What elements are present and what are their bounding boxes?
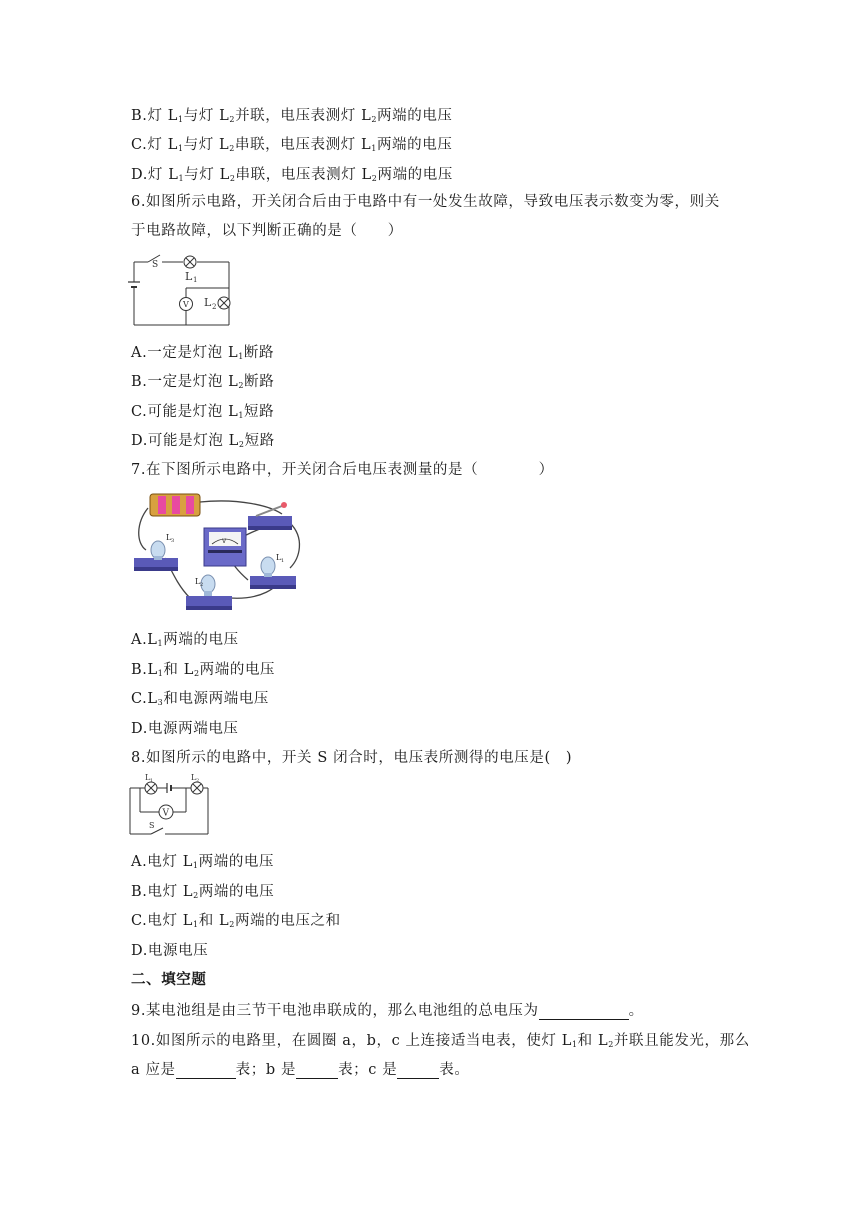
q10-stem-line2: a 应是 表；b 是 表；c 是 表。 xyxy=(131,1062,470,1078)
q8-option-a: A.电灯 $L_1$两端的电压 xyxy=(131,854,275,870)
q7-stem: 7.在下图所示电路中，开关闭合后电压表测量的是（ ） xyxy=(131,462,554,478)
q9-stem: 9.某电池组是由三节干电池串联成的，那么电池组的总电压为 。 xyxy=(131,1003,644,1019)
battery-icon xyxy=(150,494,200,516)
q7-circuit-photo-figure xyxy=(130,488,308,618)
q10-stem-line1: 10.如图所示的电路里，在圆圈 a，b，c 上连接适当电表，使灯 $L_1$和 $L_2$并联且能发光，那么 xyxy=(131,1033,750,1049)
label-s: S xyxy=(152,260,159,270)
voltmeter-icon xyxy=(204,528,246,566)
q10-blank-b[interactable] xyxy=(296,1062,338,1079)
label-l2-sub: 2 xyxy=(196,778,200,784)
q10-blank-a[interactable] xyxy=(176,1062,236,1079)
label-l2-sub: 2 xyxy=(212,303,217,311)
q10-blank-c[interactable] xyxy=(397,1062,439,1079)
label-l1: L xyxy=(185,270,193,283)
q5-option-b: B.灯 $L_1$与灯 $L_2$并联，电压表测灯 $L_2$两端的电压 xyxy=(131,108,453,124)
q9-answer-blank[interactable] xyxy=(539,1003,629,1020)
q6-option-c: C.可能是灯泡 $L_1$短路 xyxy=(131,404,275,420)
q8-option-c: C.电灯 $L_1$和 $L_2$两端的电压之和 xyxy=(131,913,341,929)
q8-option-d: D.电源电压 xyxy=(131,943,209,959)
q6-option-a: A.一定是灯泡 $L_1$断路 xyxy=(131,345,275,361)
meter-label-v: V xyxy=(222,538,227,545)
q6-circuit-figure xyxy=(126,252,241,327)
q6-stem: 6.如图所示电路，开关闭合后由于电路中有一处发生故障，导致电压表示数变为零，则关于电路故障，以下判断正确的是（ ） xyxy=(131,194,720,239)
q5-option-c: C.灯 $L_1$与灯 $L_2$串联，电压表测灯 $L_1$两端的电压 xyxy=(131,137,453,153)
label-v: V xyxy=(183,300,189,309)
section-heading-fill-in: 二、填空题 xyxy=(131,972,207,988)
label-l1: L xyxy=(276,553,282,562)
q8-option-b: B.电灯 $L_2$两端的电压 xyxy=(131,884,275,900)
label-s: S xyxy=(149,821,155,830)
q7-option-c: $C.L_3$和电源两端电压 xyxy=(131,691,270,707)
label-v: V xyxy=(162,808,169,819)
lamp-l2-icon xyxy=(186,575,232,610)
label-l1: L xyxy=(145,773,151,782)
lamp-l3-icon xyxy=(134,541,178,571)
label-l2: L xyxy=(191,773,197,782)
label-l1-sub: 1 xyxy=(193,276,198,284)
q7-option-d: D.电源两端电压 xyxy=(131,721,239,737)
voltmeter-icon xyxy=(159,805,173,819)
label-l3: L xyxy=(166,533,172,542)
label-l2: L xyxy=(204,296,212,309)
label-l2-sub: 2 xyxy=(200,582,204,588)
q5-option-d: D.灯 $L_1$与灯 $L_2$串联，电压表测灯 $L_2$两端的电压 xyxy=(131,167,453,183)
label-l1-sub: 1 xyxy=(281,558,285,564)
label-l3-sub: 3 xyxy=(171,538,175,544)
switch-icon xyxy=(248,502,292,530)
q7-option-b: $B.L_1$和 $L_2$两端的电压 xyxy=(131,662,276,678)
lamp-l1-icon xyxy=(184,256,196,268)
label-l1-sub: 1 xyxy=(150,778,154,784)
label-l2: L xyxy=(195,577,201,586)
q7-option-a: $A.L_1$两端的电压 xyxy=(131,632,239,648)
q6-option-b: B.一定是灯泡 $L_2$断路 xyxy=(131,374,275,390)
lamp-l2-icon xyxy=(218,297,230,309)
q6-option-d: D.可能是灯泡 $L_2$短路 xyxy=(131,433,275,449)
q8-stem: 8.如图所示的电路中，开关 S 闭合时，电压表所测得的电压是( ) xyxy=(131,750,573,766)
q8-circuit-figure xyxy=(125,772,213,840)
lamp-l1-icon xyxy=(250,557,296,589)
